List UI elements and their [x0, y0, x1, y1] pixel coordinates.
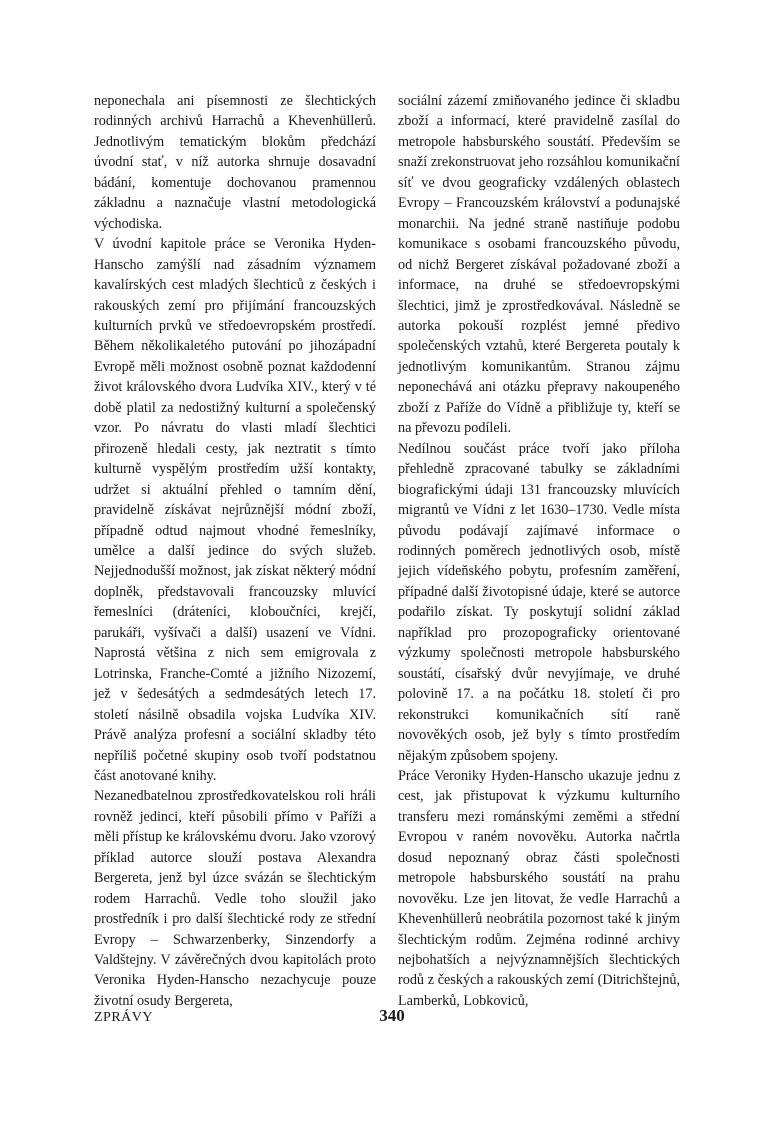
- page-number: 340: [379, 1006, 405, 1025]
- paragraph: V úvodní kapitole práce se Veronika Hyden-Hanscho zamýšlí nad zásadním významem kavalírských cest mladých šlechticů z českých i rakouských zemí pro přijímání francouzských kulturních prvků ve středoevropském prostředí. Během několikaletého putování po jihozápadní Evropě měli možnost osobně poznat každodenní život královského dvora Ludvíka XIV., který v té době platil za nedostižný kulturní a společenský vzor. Po návratu do vlasti mladí šlechtici přirozeně hledali cesty, jak neztratit s tímto kulturně vyspělým prostředím užší kontakty, udržet si aktuální přehled o tamním dění, pravidelně získávat nejrůznější módní zboží, případně odtud najmout vhodné řemeslníky, umělce a další jedince do svých služeb. Nejjednodušší možnost, jak získat některý módní doplněk, představovali francouzsky mluvící řemeslníci (dráteníci, kloboučníci, krejčí, parukáři, vyšívači a další) usazení ve Vídni. Naprostá většina z nich sem emigrovala z Lotrinska, Franche-Comté a jižního Nizozemí, jež v šedesátých a sedmdesátých letech 17. století násilně obsadila vojska Ludvíka XIV. Právě analýza profesní a sociální skladby této nepříliš početné skupiny osob tvoří podstatnou část anotované knihy.: [94, 236, 376, 784]
- paragraph: Práce Veroniky Hyden-Hanscho ukazuje jednu z cest, jak přistupovat k výzkumu kulturního transferu mezi románskými zeměmi a střední Evropou v raném novověku. Autorka načrtla dosud nepoznaný obraz části společnosti metropole habsburského soustátí na prahu novověku. Lze jen litovat, že vedle Harrachů a Khevenhüllerů neobrátila pozornost také k jiným šlechtickým rodům. Zejména rodinné archivy nejbohatších a nejvýznamnějších šlechtických rodů z českých a rakouských zemí (Ditrichštejnů, Lamberků, Lobkoviců,: [398, 767, 680, 1009]
- paragraph: Nezanedbatelnou zprostředkovatelskou roli hráli rovněž jedinci, kteří působili přímo v Paříži a měli přístup ke královskému dvoru. Jako vzorový příklad autorce slouží postava Alexandra Bergereta, jenž byl úzce svázán se šlechtickým rodem Harrachů. Vedle toho sloužil jako prostředník i pro další šlechtické rody ze střední Evropy – Schwarzenberky, Sinzendorfy a Valdštejny. V závěrečných dvou kapitolách proto Veronika Hyden-Hanscho nezachycuje pouze životní osudy Bergereta,: [94, 788, 376, 1009]
- right-text-column: [398, 91, 680, 1011]
- section-label: ZPRÁVY: [94, 1010, 154, 1025]
- paragraph: Nedílnou součást práce tvoří jako příloha přehledně zpracované tabulky se základními biografickými údaji 131 francouzsky mluvících migrantů ve Vídni z let 1630–1730. Vedle místa původu podávají zajímavé informace o rodinných poměrech jednotlivých osob, místě jejich vídeňského pobytu, profesním zaměření, případné další životopisné údaje, které se autorce podařilo získat. Ty poskytují solidní základ například pro prozopograficky orientované výzkumy společnosti metropole habsburského soustátí, císařský dvůr nevyjímaje, ve druhé polovině 17. a na počátku 18. století či pro rekonstrukci komunikačních sítí raně novověkých osob, jež byly s tímto prostředím nějakým způsobem spojeny.: [398, 440, 680, 764]
- paragraph: sociální zázemí zmiňovaného jedince či skladbu zboží a informací, které pravidelně zasílal do metropole habsburského soustátí. Především se snaží zrekonstruovat jeho rozsáhlou komunikační síť ve dvou geograficky vzdálených oblastech Evropy – Francouzském království a podunajské monarchii. Na jedné straně nastiňuje podobu komunikace s osobami francouzského původu, od nichž Bergeret získával požadované zboží a informace, na druhé se středoevropskými šlechtici, jimž je zprostředkovával. Následně se autorka pokouší rozplést jemné předivo společenských vztahů, které Bergereta poutaly k jednotlivým komunikantům. Stranou zájmu neponechává ani otázku přepravy nakoupeného zboží z Paříže do Vídně a přibližuje ty, kteří se na převozu podíleli.: [398, 93, 680, 437]
- paragraph: neponechala ani písemnosti ze šlechtických rodinných archivů Harrachů a Khevenhüllerů. Jednotlivým tematickým blokům předchází úvodní stať, v níž autorka shrnuje dosavadní bádání, komentuje dochovanou pramennou základnu a naznačuje vlastní metodologická východiska.: [94, 93, 376, 232]
- left-text-column: [94, 91, 376, 1011]
